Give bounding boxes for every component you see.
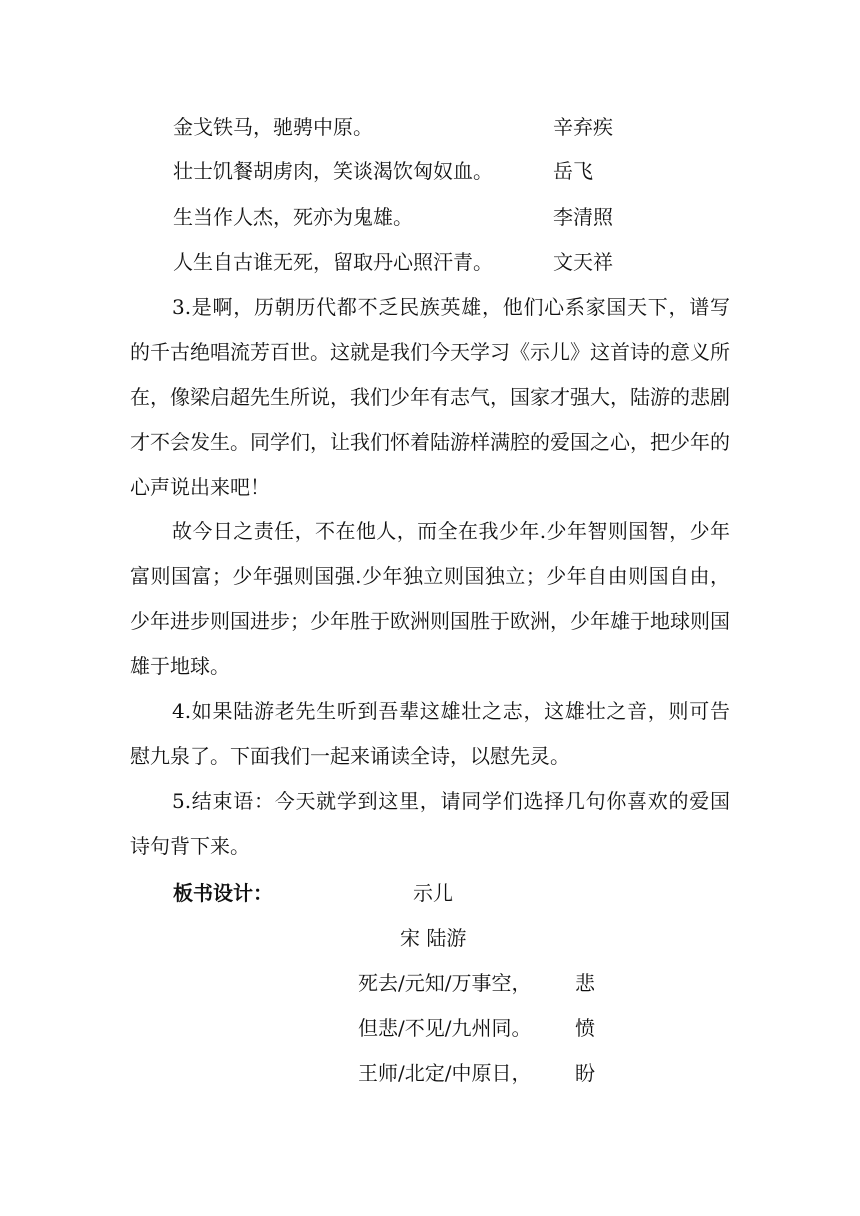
paragraph-responsibility: 故今日之责任，不在他人，而全在我少年.少年智则国智，少年富则国富；少年强则国强.少年独立则国独立；少年自由则国自由，少年进步则国进步；少年胜于欧洲则国胜于欧洲，少年雄于地球则国雄于地球。 bbox=[130, 519, 730, 678]
board-key: 悲 bbox=[575, 971, 595, 995]
quote-line: 金戈铁马，驰骋中原。 bbox=[173, 115, 373, 139]
paragraph-3: 3.是啊，历朝历代都不乏民族英雄，他们心系家国天下，谱写的千古绝唱流芳百世。这就是我们今天学习《示儿》这首诗的意义所在，像梁启超先生所说，我们少年有志气，国家才强大，陆游的悲剧才不会发生。同学们，让我们怀着陆游样满腔的爱国之心，把少年的心声说出来吧！ bbox=[130, 295, 730, 499]
board-verse: 但悲/不见/九州同。 bbox=[358, 1016, 532, 1040]
quote-author: 文天祥 bbox=[553, 250, 613, 274]
board-label: 板书设计： bbox=[173, 881, 273, 905]
quote-line: 生当作人杰，死亦为鬼雄。 bbox=[173, 205, 413, 229]
quote-line: 壮士饥餐胡虏肉，笑谈渴饮匈奴血。 bbox=[173, 159, 493, 183]
quote-line: 人生自古谁无死，留取丹心照汗青。 bbox=[173, 250, 493, 274]
board-title: 示儿 bbox=[413, 881, 453, 905]
board-key: 盼 bbox=[575, 1061, 595, 1085]
board-author: 宋 陆游 bbox=[400, 926, 467, 950]
quote-author: 辛弃疾 bbox=[553, 115, 613, 139]
board-verse: 王师/北定/中原日， bbox=[358, 1061, 532, 1085]
board-key: 愤 bbox=[575, 1016, 595, 1040]
quote-author: 岳飞 bbox=[553, 159, 593, 183]
quote-author: 李清照 bbox=[553, 205, 613, 229]
paragraph-4: 4.如果陆游老先生听到吾辈这雄壮之志，这雄壮之音，则可告慰九泉了。下面我们一起来诵读全诗，以慰先灵。 bbox=[130, 699, 730, 768]
paragraph-5: 5.结束语：今天就学到这里，请同学们选择几句你喜欢的爱国诗句背下来。 bbox=[130, 789, 730, 858]
board-verse: 死去/元知/万事空， bbox=[358, 971, 532, 995]
